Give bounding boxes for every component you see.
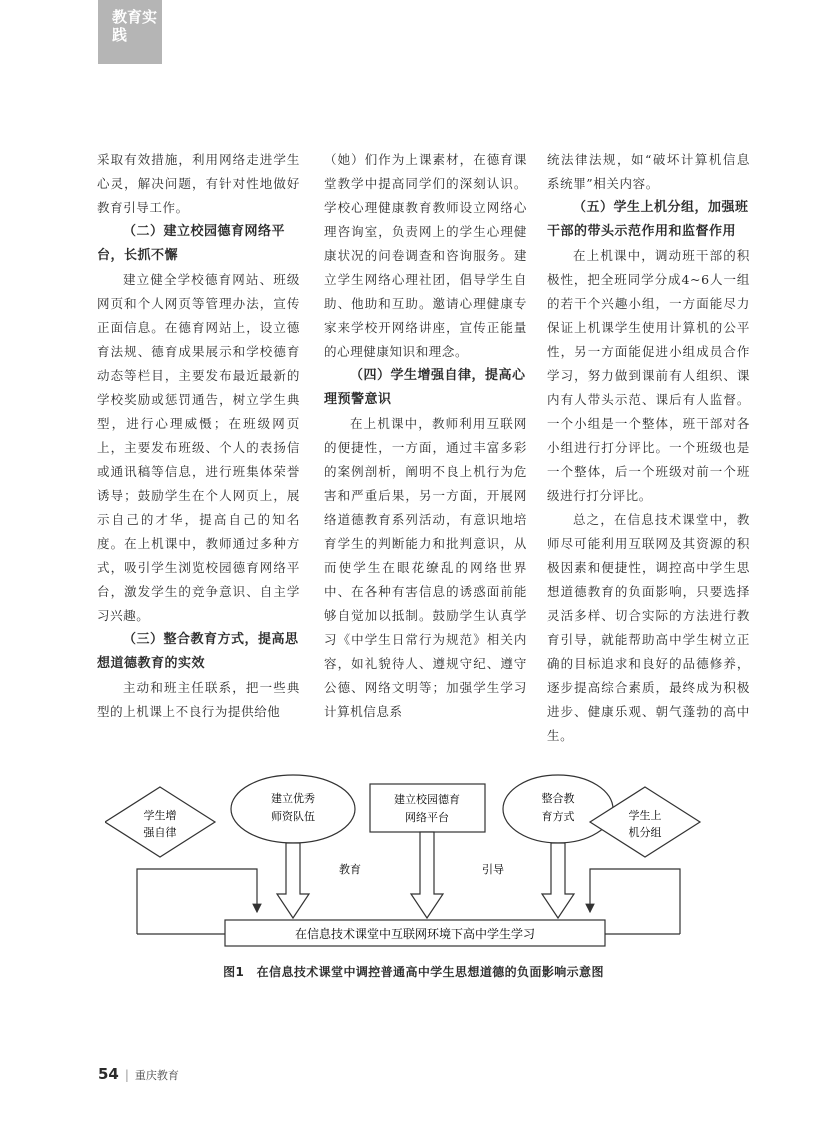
ellipse-teacher-team-line1: 建立优秀 — [271, 792, 315, 805]
diamond-self-discipline-line2: 强自律 — [143, 826, 177, 839]
label-education: 教育 — [339, 863, 361, 876]
hollow-arrow-left — [277, 843, 309, 918]
section-heading: （四）学生增强自律，提高心理预警意识 — [324, 368, 526, 407]
section-tag-text: 教育实践 — [112, 8, 158, 44]
diamond-self-discipline-line1: 学生增 — [143, 809, 177, 822]
text-column-1 — [97, 148, 300, 724]
ellipse-integrate-methods-line1: 整合教 — [541, 792, 575, 805]
section-heading: （五）学生上机分组，加强班干部的带头示范作用和监督作用 — [547, 200, 749, 239]
paragraph: （她）们作为上课素材，在德育课堂教学中提高同学们的深刻认识。学校心理健康教育教师设立网络心理咨询室，负责网上的学生心理健康状况的问卷调查和咨询服务。建立学生网络心理社团，倡导学生自助、他助和互助。邀请心理健康专家来学校开网络讲座，宣传正能量的心理健康知识和理念。 — [324, 152, 527, 359]
paragraph: 总之，在信息技术课堂中，教师尽可能利用互联网及其资源的积极因素和便捷性，调控高中学生思想道德教育的负面影响，只要选择灵活多样、切合实际的方法进行教育引导，就能帮助高中学生树立正确的目标追求和良好的品德修养，逐步提高综合素质，最终成为积极进步、健康乐观、朝气蓬勃的高中生。 — [547, 512, 750, 743]
diamond-self-discipline — [105, 787, 215, 857]
text-column-3 — [547, 148, 750, 748]
paragraph: 在上机课中，调动班干部的积极性，把全班同学分成4~6人一组的若干个兴趣小组，一方面能尽力保证上机课学生使用计算机的公平性，另一方面能促进小组成员合作学习，努力做到课前有人组织、课内有人带头示范、课后有人监督。一个小组是一个整体，班干部对各小组进行打分评比。一个班级也是一个整体，后一个班级对前一个班级进行打分评比。 — [547, 248, 750, 503]
box-moral-platform — [370, 784, 485, 832]
diamond-grouping-line1: 学生上 — [628, 809, 662, 822]
text-column-2 — [324, 148, 527, 724]
page-footer — [98, 1064, 179, 1083]
hollow-arrow-middle — [411, 832, 443, 918]
paragraph: 主动和班主任联系，把一些典型的上机课上不良行为提供给他 — [97, 680, 300, 719]
box-moral-platform-line1: 建立校园德育 — [394, 793, 460, 806]
flow-diagram — [105, 772, 705, 952]
page-number: 54 — [98, 1065, 119, 1083]
ellipse-integrate-methods — [503, 775, 613, 843]
ellipse-integrate-methods-line2: 育方式 — [541, 810, 575, 823]
section-heading: （二）建立校园德育网络平台，长抓不懈 — [97, 224, 286, 263]
section-tag — [98, 0, 162, 64]
ellipse-teacher-team — [231, 775, 355, 843]
journal-name: 重庆教育 — [134, 1069, 179, 1082]
label-guidance: 引导 — [482, 863, 504, 876]
paragraph: 在上机课中，教师利用互联网的便捷性，一方面，通过丰富多彩的案例剖析，阐明不良上机行为危害和严重后果，另一方面，开展网络道德教育系列活动，有意识地培育学生的判断能力和批判意识，从而使学生在眼花缭乱的网络世界中、在各种有害信息的诱惑面前能够自觉加以抵制。鼓励学生认真学习《中学生日常行为规范》相关内容，如礼貌待人、遵规守纪、遵守公德、网络文明等；加强学生学习计算机信息系 — [324, 416, 527, 719]
paragraph: 采取有效措施，利用网络走进学生心灵，解决问题，有针对性地做好教育引导工作。 — [97, 152, 300, 215]
ellipse-teacher-team-line2: 师资队伍 — [271, 810, 315, 823]
box-moral-platform-line2: 网络平台 — [405, 811, 449, 824]
figure-caption: 图1 在信息技术课堂中调控普通高中学生思想道德的负面影响示意图 — [223, 965, 604, 979]
footer-separator: | — [124, 1068, 129, 1082]
hollow-arrow-right — [542, 843, 574, 918]
paragraph: 统法律法规，如“破坏计算机信息系统罪”相关内容。 — [547, 152, 750, 191]
diamond-grouping-line2: 机分组 — [628, 826, 662, 839]
paragraph: 建立健全学校德育网站、班级网页和个人网页等管理办法，宣传正面信息。在德育网站上，设立德育法规、德育成果展示和学校德育动态等栏目，主要发布最近最新的学校奖励或惩罚通告，树立学生典型，进行心理威慑；在班级网页上，主要发布班级、个人的表扬信或通讯稿等信息，进行班集体荣誉诱导；鼓励学生在个人网页上，展示自己的才华，提高自己的知名度。在上机课中，教师通过多种方式，吸引学生浏览校园德育网络平台，激发学生的竞争意识、自主学习兴趣。 — [97, 272, 300, 623]
bottom-box-text: 在信息技术课堂中互联网环境下高中学生学习 — [294, 927, 536, 941]
section-heading: （三）整合教育方式，提高思想道德教育的实效 — [97, 632, 299, 671]
